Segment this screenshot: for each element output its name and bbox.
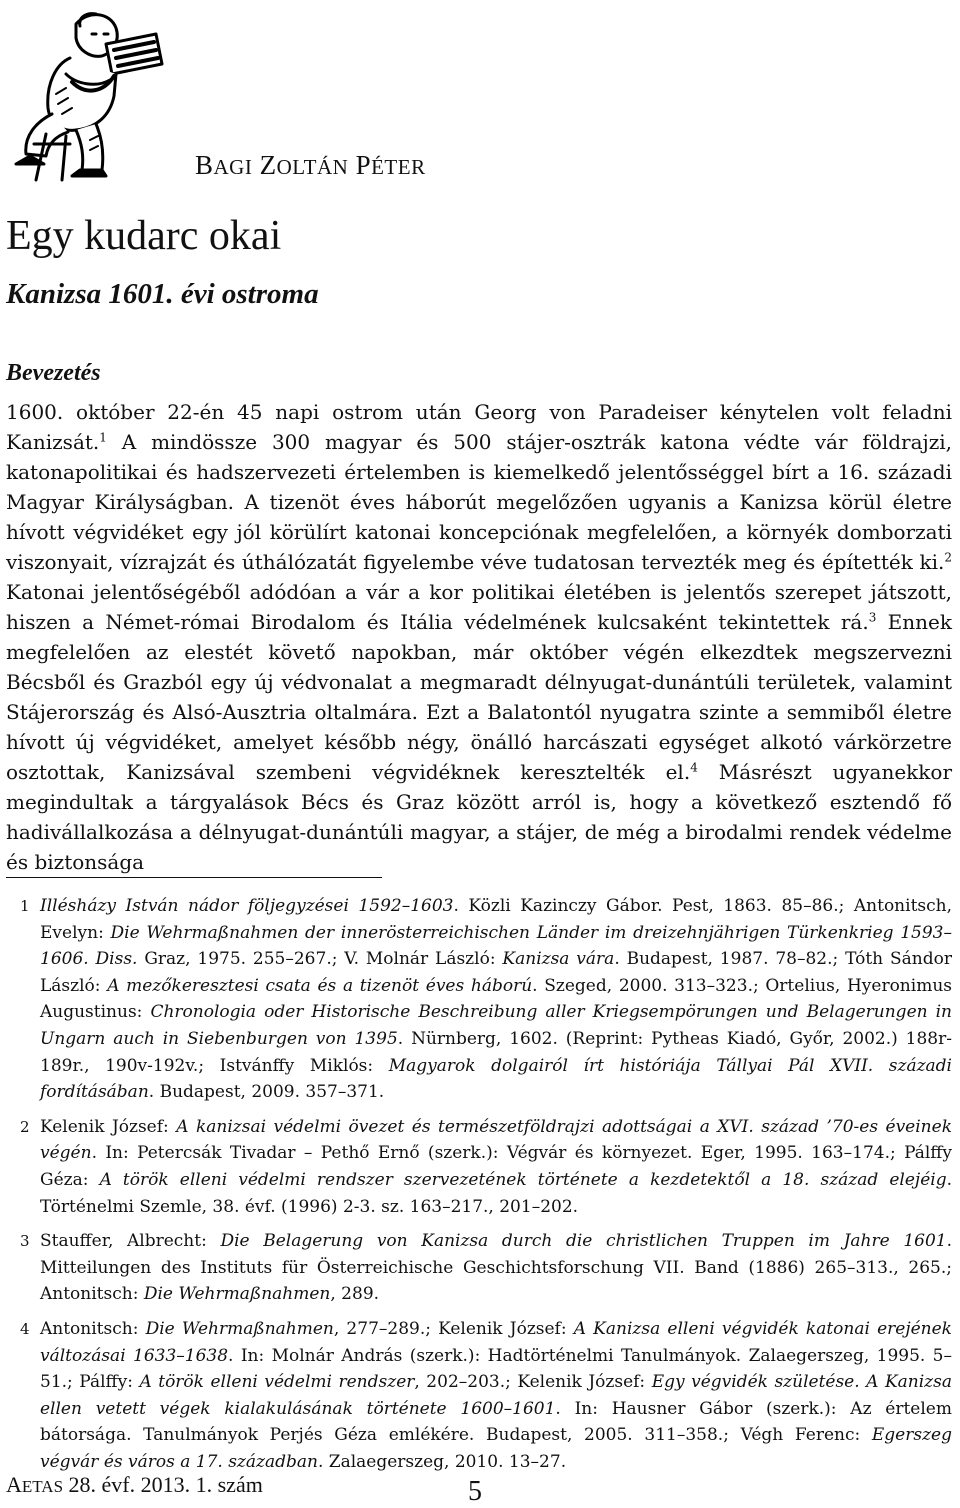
footnote-text: . In: Hausner Gábor (szerk.): Az értelem bátorsága. Tanulmányok Perjés Géza emlékére. Budapest, 2005. 311–358.; Végh Ferenc: (40, 1398, 952, 1446)
footnote-text: . Szeged, 2000. 313–323.; Ortelius, Hyeronimus Augustinus: (40, 975, 952, 1023)
footnote-italic-text: A török elleni védelmi rendszer (139, 1372, 415, 1393)
footnote-1 (6, 893, 952, 1106)
footnote-italic-text: Die Belagerung von Kanizsa durch die christlichen Truppen im Jahre 1601 (220, 1231, 947, 1252)
footnote-2 (6, 1114, 952, 1220)
footnote-italic-text: Kanizsa vára (502, 949, 615, 970)
footnote-4 (6, 1316, 952, 1476)
footnote-text: . Budapest, 2009. 357–371. (148, 1082, 385, 1103)
footnote-text: . Budapest, 1987. 78–82.; Tóth Sándor László: (40, 949, 952, 996)
footnote-3 (6, 1228, 952, 1308)
footnote-italic-text: Magyarok dolgairól írt históriája Tállyai Pál XVII. századi fordításában (40, 1055, 952, 1103)
footnote-number: 2 (20, 1117, 30, 1136)
article-subtitle: Kanizsa 1601. évi ostroma (6, 278, 319, 310)
footnote-ref-4[interactable]: 4 (690, 760, 698, 775)
footnote-text: . Mitteilungen des Instituts für Österreichische Geschichtsforschung VII. Band (1886) 265–313., 265.; Antonitsch: (40, 1231, 952, 1305)
footnotes (6, 893, 952, 1483)
footnote-italic-text: Illésházy István nádor följegyzései 1592–1603 (40, 896, 454, 916)
footnote-text: . In: Petercsák Tivadar – Pethő Ernő (szerk.): Végvár és környezet. Eger, 1995. 163–174.; Pálffy Géza: (40, 1143, 952, 1190)
footnote-text: Kelenik József: (40, 1116, 177, 1137)
footnote-separator (6, 877, 382, 878)
footnote-text: . Történelmi Szemle, 38. évf. (1996) 2-3. sz. 163–217., 201–202. (40, 1169, 952, 1217)
footnote-number: 4 (20, 1319, 30, 1338)
footnote-text: . Nürnberg, 1602. (Reprint: Pytheas Kiadó, Győr, 2002.) 188r-189r., 190v-192v.; Istvánffy Miklós: (40, 1028, 952, 1076)
footnote-text: , 289. (330, 1284, 380, 1305)
footnote-text: Stauffer, Albrecht: (40, 1231, 221, 1252)
footnote-text: . Zalaegerszeg, 2010. 13–27. (317, 1451, 567, 1472)
article-title: Egy kudarc okai (6, 213, 282, 259)
footnote-text: , 277–289.; Kelenik József: (333, 1318, 574, 1339)
footnote-italic-text: A mezőkeresztesi csata és a tizenöt éves háború (107, 975, 533, 996)
footnote-text: Graz, 1975. 255–267.; V. Molnár László: (137, 949, 503, 970)
footnote-text: , 202–203.; Kelenik József: (414, 1372, 652, 1393)
footnote-italic-text: Chronologia oder Historische Beschreibung aller Kriegsempörungen und Belagerungen in Ungarn auch in Siebenburgen von 1395 (40, 1002, 952, 1049)
footnote-italic-text: A török elleni védelmi rendszer szervezetének története a kezdetektől a 18. század elejéig (99, 1169, 947, 1190)
footnote-italic-text: A kanizsai védelmi övezet és természetföldrajzi adottságai a XVI. század ’70-es éveinek végén (40, 1116, 952, 1164)
footnote-italic-text: Egy végvidék születése. A Kanizsa ellen vetett végek kialakulásának története 1600–1601 (40, 1372, 952, 1419)
footnote-ref-1[interactable]: 1 (99, 430, 107, 445)
author-name: BAGI ZOLTÁN PÉTER (195, 150, 426, 180)
footnote-text: . In: Molnár András (szerk.): Hadtörténelmi Tanulmányok. Zalaegerszeg, 1995. 5–51.; Pálffy: (40, 1345, 952, 1393)
footnote-number: 3 (20, 1232, 30, 1251)
footnote-italic-text: Die Wehrmaßnahmen der innerösterreichischen Länder im dreizehnjährigen Türkenkrieg 1593–1606. Diss. (40, 922, 953, 970)
body-paragraph: 1600. október 22-én 45 napi ostrom után Georg von Paradeiser kénytelen volt feladni Kanizsát.$^1$ A mindössze 300 magyar és 500 stájer-osztrák katona védte vár földrajzi, katonapolitikai és hadszervezeti értelemben is kiemelkedő jelentősséggel bírt a 16. századi Magyar Királyságban. A tizenöt éves háborút megelőzően ugyanis a Kanizsa körül életre hívott végvidéket egy jól körülírt katonai koncepciónak megfelelően, a környék domborzati viszonyait, vízrajzát és úthálózatát figyelembe véve tudatosan tervezték meg és építették ki.$^2$ Katonai jelentőségéből adódóan a vár a kor politikai életében is jelentős szerepet játszott, hiszen a Német-római Birodalom és Itália védelmének kulcsaként tekintettek rá.$^3$ Ennek megfelelően az elestét követő napokban, már október végén elkezdtek megszervezni Bécsből és Grazból egy új védvonalat a megmaradt délnyugat-dunántúli területek, valamint Stájerország és Alsó-Ausztria oltalmára. Ezt a Balatontól nyugatra szinte a semmiből életre hívott új végvidéket, amelyet később négy, önálló harcászati egységet alkotó várkörzetre osztottak, Kanizsával szembeni végvidéknek keresztelték el.$^4$ Másrészt ugyanekkor megindultak a tárgyalások Bécs és Graz között arról is, hogy a következő esztendő fő hadivállalkozása a délnyugat-dunántúli magyar, a stájer, de még a birodalmi rendek védelme és biztonsága (6, 400, 953, 874)
footnote-ref-2[interactable]: 2 (944, 550, 952, 565)
footnote-number: 1 (20, 897, 30, 915)
footnote-ref-3[interactable]: 3 (868, 610, 877, 625)
footnote-italic-text: Egerszeg végvár és város a 17. században (40, 1425, 952, 1472)
footnote-italic-text: Die Wehrmaßnahmen (143, 1284, 331, 1305)
section-heading: Bevezetés (6, 360, 101, 386)
footnote-text: Antonitsch: (40, 1318, 146, 1339)
journal-issue: AETAS 28. évf. 2013. 1. szám (6, 1472, 263, 1497)
page-number: 5 (468, 1476, 482, 1507)
footnote-text: . Közli Kazinczy Gábor. Pest, 1863. 85–86.; Antonitsch, Evelyn: (40, 896, 952, 943)
footnote-italic-text: A Kanizsa elleni végvidék katonai erejének változásai 1633–1638 (40, 1318, 952, 1366)
reading-man-illustration (6, 4, 184, 182)
footnote-italic-text: Die Wehrmaßnahmen (145, 1318, 334, 1339)
